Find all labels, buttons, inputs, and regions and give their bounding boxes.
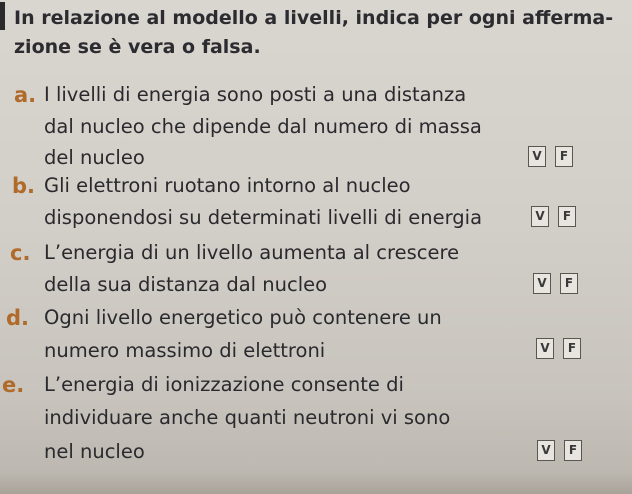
- true-checkbox[interactable]: V: [537, 440, 555, 461]
- statement-line: I livelli di energia sono posti a una distanza: [44, 83, 467, 106]
- true-false-options: [528, 146, 573, 167]
- true-checkbox[interactable]: V: [531, 206, 549, 227]
- statement-letter: d.: [6, 306, 30, 330]
- statement-line: Gli elettroni ruotano intorno al nucleo: [44, 174, 411, 197]
- false-checkbox[interactable]: F: [563, 338, 581, 359]
- statement-line: L’energia di ionizzazione consente di: [44, 373, 404, 396]
- true-false-options: [533, 273, 578, 294]
- statement-line: Ogni livello energetico può contenere un: [44, 306, 442, 329]
- section-marker-bar: [0, 2, 5, 30]
- statement-letter: b.: [12, 174, 36, 198]
- false-checkbox[interactable]: F: [555, 146, 573, 167]
- exercise-instructions: [14, 4, 624, 62]
- true-checkbox[interactable]: V: [533, 273, 551, 294]
- true-false-options: [531, 206, 576, 227]
- statement-line: nel nucleo: [44, 440, 145, 463]
- false-checkbox[interactable]: F: [560, 273, 578, 294]
- statement-line: dal nucleo che dipende dal numero di massa: [44, 115, 482, 138]
- statement-line: della sua distanza dal nucleo: [44, 273, 328, 296]
- statement-line: L’energia di un livello aumenta al crescere: [44, 241, 460, 264]
- true-false-options: [536, 338, 581, 359]
- statement-letter: e.: [2, 373, 25, 397]
- true-checkbox[interactable]: V: [528, 146, 546, 167]
- instructions-line-1: In relazione al modello a livelli, indica per ogni afferma-: [14, 7, 614, 29]
- statement-line: disponendosi su determinati livelli di energia: [44, 206, 483, 229]
- statement-line: numero massimo di elettroni: [44, 339, 326, 362]
- true-checkbox[interactable]: V: [536, 338, 554, 359]
- statement-letter: c.: [10, 241, 31, 265]
- instructions-line-2: zione se è vera o falsa.: [14, 36, 261, 58]
- false-checkbox[interactable]: F: [558, 206, 576, 227]
- statement-line: del nucleo: [44, 146, 145, 169]
- statement-letter: a.: [14, 83, 37, 107]
- page-edge-shadow: [0, 472, 632, 494]
- false-checkbox[interactable]: F: [564, 440, 582, 461]
- true-false-options: [537, 440, 582, 461]
- statement-line: individuare anche quanti neutroni vi sono: [44, 406, 451, 429]
